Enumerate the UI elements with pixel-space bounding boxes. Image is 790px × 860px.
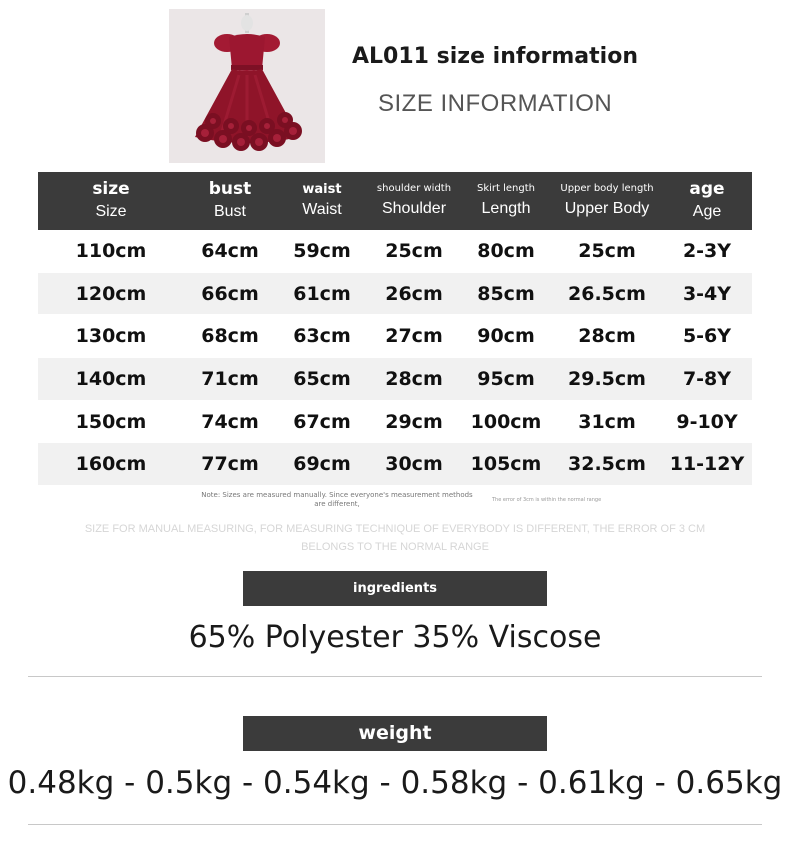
column-header-cn-label: Skirt length <box>476 183 535 195</box>
table-cell: 63cm <box>276 315 368 358</box>
column-header-label: Age <box>692 203 722 221</box>
table-cell: 27cm <box>368 315 460 358</box>
table-row <box>38 443 752 486</box>
column-header <box>276 172 368 230</box>
divider <box>28 676 762 677</box>
table-header-row <box>38 172 752 230</box>
table-cell: 3-4Y <box>662 272 752 315</box>
table-cell: 32.5cm <box>552 443 662 486</box>
column-header-label: Size <box>95 203 127 221</box>
page-title: AL011 size information <box>352 44 638 69</box>
column-header <box>184 172 276 230</box>
table-cell: 9-10Y <box>662 400 752 443</box>
product-photo <box>169 9 325 163</box>
table-cell: 28cm <box>368 358 460 401</box>
table-cell: 95cm <box>460 358 552 401</box>
measurement-note: Note: Sizes are measured manually. Since everyone's measurement methods are different, <box>201 491 473 508</box>
column-header <box>368 172 460 230</box>
table-cell: 26cm <box>368 272 460 315</box>
column-header-cn-label: age <box>689 178 725 199</box>
column-header-label: Bust <box>213 203 246 221</box>
table-cell: 64cm <box>184 230 276 272</box>
table-cell: 90cm <box>460 315 552 358</box>
table-cell: 5-6Y <box>662 315 752 358</box>
table-cell: 77cm <box>184 443 276 486</box>
table-row <box>38 358 752 401</box>
table-row <box>38 315 752 358</box>
column-header-label: Shoulder <box>381 199 447 217</box>
table-cell: 80cm <box>460 230 552 272</box>
column-header <box>552 172 662 230</box>
page-subtitle: SIZE INFORMATION <box>378 90 613 117</box>
table-cell: 66cm <box>184 272 276 315</box>
weight-banner: weight <box>243 716 547 751</box>
column-header <box>460 172 552 230</box>
table-cell: 25cm <box>552 230 662 272</box>
table-cell: 160cm <box>38 443 184 486</box>
table-cell: 71cm <box>184 358 276 401</box>
table-cell: 59cm <box>276 230 368 272</box>
weight-value: 0.48kg - 0.5kg - 0.54kg - 0.58kg - 0.61kg - 0.65kg <box>7 765 783 801</box>
table-cell: 140cm <box>38 358 184 401</box>
table-cell: 110cm <box>38 230 184 272</box>
table-cell: 61cm <box>276 272 368 315</box>
table-body <box>38 230 752 486</box>
table-cell: 29.5cm <box>552 358 662 401</box>
column-header-cn-label: waist <box>302 181 342 197</box>
table-cell: 120cm <box>38 272 184 315</box>
table-cell: 130cm <box>38 315 184 358</box>
divider <box>28 824 762 825</box>
table-row <box>38 272 752 315</box>
table-cell: 30cm <box>368 443 460 486</box>
ingredients-banner: ingredients <box>243 571 547 606</box>
table-cell: 105cm <box>460 443 552 486</box>
column-header-cn-label: shoulder width <box>376 183 452 195</box>
table-cell: 28cm <box>552 315 662 358</box>
column-header-cn-label: bust <box>208 178 252 199</box>
column-header <box>38 172 184 230</box>
measurement-note-error: The error of 3cm is within the normal range <box>492 497 602 503</box>
size-table <box>38 172 752 486</box>
table-row <box>38 230 752 272</box>
column-header-label: Upper Body <box>564 199 650 217</box>
table-row <box>38 400 752 443</box>
table-cell: 65cm <box>276 358 368 401</box>
column-header-cn-label: Upper body length <box>560 183 654 195</box>
table-cell: 11-12Y <box>662 443 752 486</box>
table-cell: 68cm <box>184 315 276 358</box>
table-cell: 150cm <box>38 400 184 443</box>
measurement-note-english: SIZE FOR MANUAL MEASURING, FOR MEASURING TECHNIQUE OF EVERYBODY IS DIFFERENT, THE ERROR OF 3 CM BELONGS TO THE NORMAL RANGE <box>84 523 706 553</box>
column-header-label: Length <box>481 199 531 217</box>
table-cell: 100cm <box>460 400 552 443</box>
table-cell: 69cm <box>276 443 368 486</box>
table-cell: 85cm <box>460 272 552 315</box>
table-cell: 67cm <box>276 400 368 443</box>
table-cell: 26.5cm <box>552 272 662 315</box>
table-cell: 2-3Y <box>662 230 752 272</box>
column-header-cn-label: size <box>92 178 130 199</box>
table-cell: 25cm <box>368 230 460 272</box>
table-cell: 31cm <box>552 400 662 443</box>
table-cell: 74cm <box>184 400 276 443</box>
column-header <box>662 172 752 230</box>
table-cell: 7-8Y <box>662 358 752 401</box>
ingredients-value: 65% Polyester 35% Viscose <box>188 620 602 655</box>
column-header-label: Waist <box>302 201 342 219</box>
red-dress-image <box>169 9 325 163</box>
table-cell: 29cm <box>368 400 460 443</box>
